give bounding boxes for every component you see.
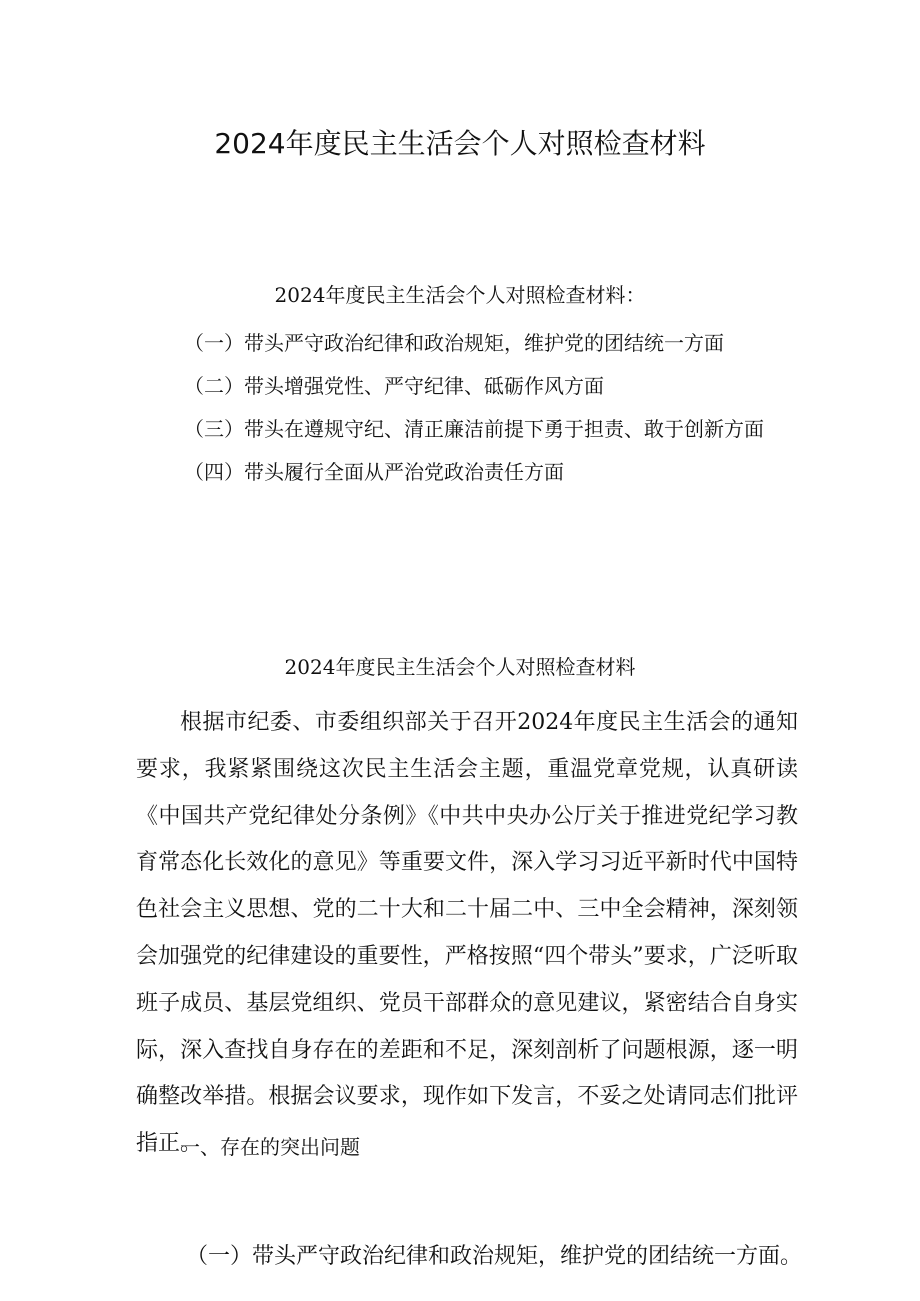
toc-item-4: （四）带头履行全面从严治党政治责任方面 [184, 460, 564, 484]
section-title: 2024年度民主生活会个人对照检查材料 [284, 655, 636, 679]
toc-item-2: （二）带头增强党性、严守纪律、砥砺作风方面 [184, 374, 604, 398]
intro-paragraph: 根据市纪委、市委组织部关于召开2024年度民主生活会的通知要求，我紧紧围绕这次民主生活会主题，重温党章党规，认真研读《中国共产党纪律处分条例》《中共中央办公厅关于推进党纪学习教育常态化长效化的意见》等重要文件，深入学习习近平新时代中国特色社会主义思想、党的二十大和二十届二中、三中全会精神，深刻领会加强党的纪律建设的重要性，严格按照“四个带头”要求，广泛听取班子成员、基层党组织、党员干部群众的意见建议，紧密结合自身实际，深入查找自身存在的差距和不足，深刻剖析了问题根源，逐一明确整改举措。根据会议要求，现作如下发言，不妥之处请同志们批评指正。 [136, 710, 798, 1157]
document-title: 2024年度民主生活会个人对照检查材料 [214, 127, 706, 160]
toc-heading: 2024年度民主生活会个人对照检查材料： [274, 283, 646, 307]
heading-existing-problems: 一、存在的突出问题 [180, 1135, 360, 1159]
toc-item-3: （三）带头在遵规守纪、清正廉洁前提下勇于担责、敢于创新方面 [184, 417, 764, 441]
toc-item-1: （一）带头严守政治纪律和政治规矩，维护党的团结统一方面 [184, 331, 724, 355]
sub-heading-political-discipline: （一）带头严守政治纪律和政治规矩，维护党的团结统一方面。 [186, 1244, 803, 1269]
toc-list [136, 322, 796, 494]
